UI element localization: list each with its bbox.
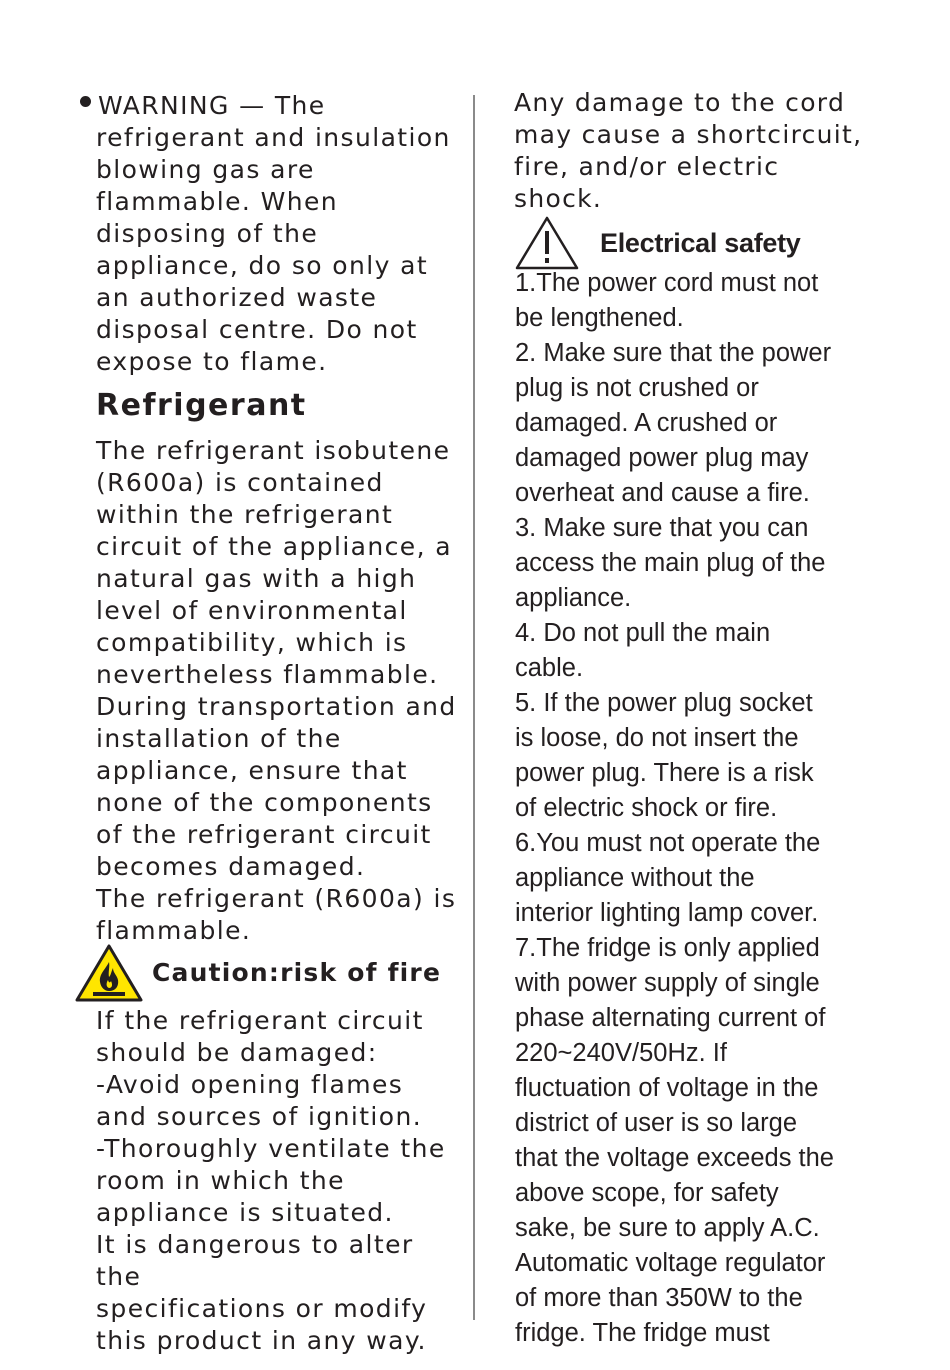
electrical-safety-heading: Electrical safety (600, 228, 801, 258)
warning-text: refrigerant and insulation blowing gas are flammable. When disposing of the appliance, do so only at an authorized waste disposal centre. Do not expose to flame. (96, 123, 451, 376)
caution-heading: Caution:risk of fire (152, 958, 442, 987)
refrigerant-body: The refrigerant isobutene (R600a) is contained within the refrigerant circuit of the appliance, a natural gas with a high level of environmental compatibility, which is nevertheless flammable. During transportation and installation of the appliance, ensure that none of the components of the refrigerant circuit becomes damaged. The refrigerant (R600a) is flammable. (96, 436, 457, 945)
column-divider (473, 95, 475, 1320)
caution-body: If the refrigerant circuit should be damaged: -Avoid opening flames and sources of ignition. -Thoroughly ventilate the room in which the appliance is situated. It is dangerous to alter the specifications or modify this product in any way. (96, 1006, 446, 1355)
refrigerant-heading: Refrigerant (96, 388, 307, 423)
warning-first-line: WARNING — The (98, 91, 326, 120)
cord-damage-text: Any damage to the cord may cause a shortcircuit, fire, and/or electric shock. (514, 88, 863, 213)
bullet-icon (80, 96, 91, 107)
flammable-warning-icon (75, 944, 143, 1002)
exclamation-warning-icon (514, 215, 580, 271)
electrical-safety-body: 1.The power cord must not be lengthened. 2. Make sure that the power plug is not crushed or damaged. A crushed or damaged power plug may overheat and cause a fire. 3. Make sure that you can access the main plug of the appliance. 4. Do not pull the main cable. 5. If the power plug socket is loose, do not insert the power plug. There is a risk of electric shock or fire. 6.You must not operate the appliance without the interior lighting lamp cover. 7.The fridge is only applied with power supply of single phase alternating current of 220~240V/50Hz. If fluctuation of voltage in the district of user is so large that the voltage exceeds the above scope, for safety sake, be sure to apply A.C. Automatic voltage regulator of more than 350W to the fridge. The fridge must (515, 269, 834, 1347)
